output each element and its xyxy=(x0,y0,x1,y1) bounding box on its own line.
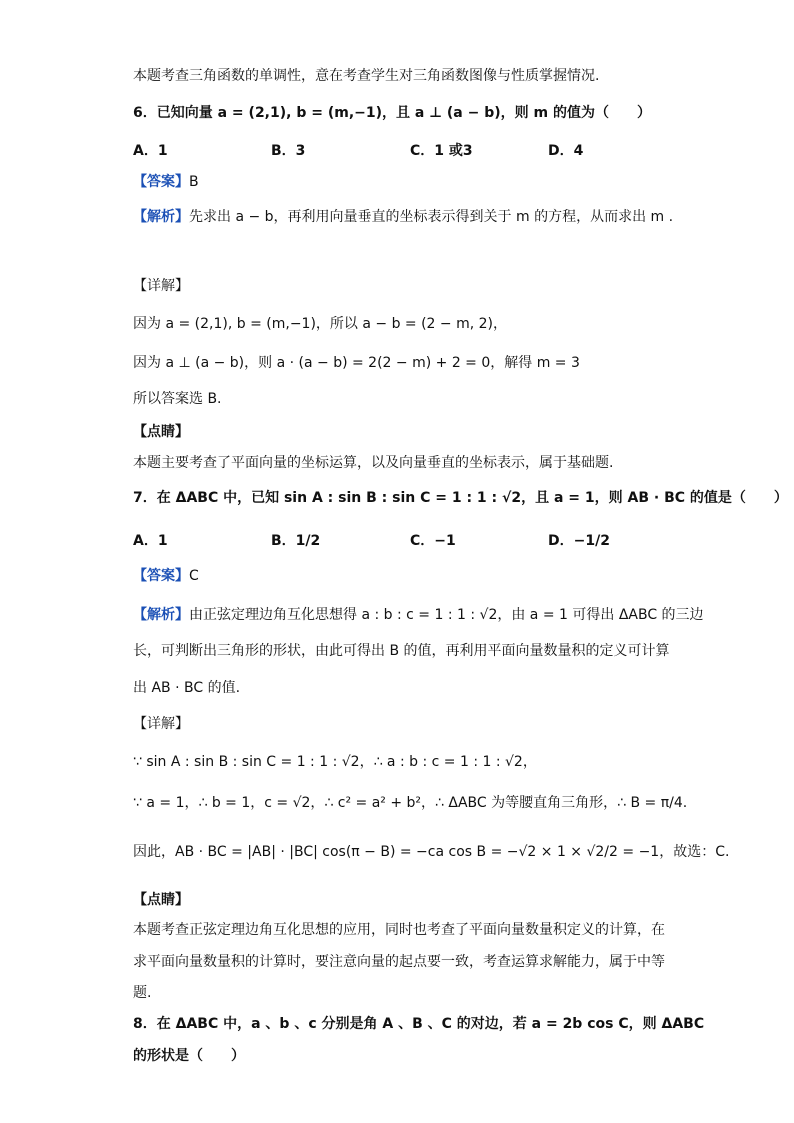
answer-value: B xyxy=(189,174,199,190)
answer-value: C xyxy=(189,568,199,584)
q7-detail-tag: 【详解】 xyxy=(133,716,189,732)
q7-point-1: 本题考查正弦定理边角互化思想的应用，同时也考查了平面向量数量积定义的计算，在 xyxy=(133,922,665,938)
q6-analysis xyxy=(133,207,673,227)
analysis-text: 先求出 a − b，再利用向量垂直的坐标表示得到关于 m 的方程，从而求出 m . xyxy=(189,209,674,225)
q6-option-c: C．1 或3 xyxy=(410,143,473,159)
q6-detail-2: 因为 a ⊥ (a − b)，则 a · (a − b) = 2(2 − m) + 2 = 0，解得 m = 3 xyxy=(133,355,580,371)
q6-detail-1: 因为 a = (2,1), b = (m,−1)，所以 a − b = (2 − m, 2)， xyxy=(133,316,508,332)
q6-point-tag: 【点睛】 xyxy=(133,424,189,440)
q7-detail-3: 因此，AB · BC = |AB| · |BC| cos(π − B) = −ca cos B = −√2 × 1 × √2/2 = −1，故选：C. xyxy=(133,844,730,860)
q6-answer xyxy=(133,172,199,192)
q6-stem: 6．已知向量 a = (2,1), b = (m,−1)，且 a ⊥ (a − b)，则 m 的值为（ ） xyxy=(133,105,651,121)
q7-stem: 7．在 ΔABC 中，已知 sin A : sin B : sin C = 1 : 1 : √2，且 a = 1，则 AB · BC 的值是（ ） xyxy=(133,490,788,506)
q6-option-b: B．3 xyxy=(271,143,306,159)
q7-option-a: A．1 xyxy=(133,533,168,549)
answer-tag: 【答案】 xyxy=(133,568,189,584)
q6-option-d: D．4 xyxy=(548,143,584,159)
q7-option-d: D．−1/2 xyxy=(548,533,610,549)
q8-stem-2: 的形状是（ ） xyxy=(133,1048,245,1064)
q7-option-c: C．−1 xyxy=(410,533,456,549)
answer-tag: 【答案】 xyxy=(133,174,189,190)
q7-analysis-1 xyxy=(133,605,704,625)
q7-detail-1: ∵ sin A : sin B : sin C = 1 : 1 : √2，∴ a : b : c = 1 : 1 : √2， xyxy=(133,754,537,770)
q7-point-2: 求平面向量数量积的计算时，要注意向量的起点要一致，考查运算求解能力，属于中等 xyxy=(133,954,665,970)
q8-stem-1: 8．在 ΔABC 中，a 、b 、c 分别是角 A 、B 、C 的对边，若 a = 2b cos C，则 ΔABC xyxy=(133,1016,705,1032)
analysis-text: 由正弦定理边角互化思想得 a : b : c = 1 : 1 : √2，由 a = 1 可得出 ΔABC 的三边 xyxy=(189,607,704,623)
q6-detail-3: 所以答案选 B. xyxy=(133,391,222,407)
q6-point: 本题主要考查了平面向量的坐标运算，以及向量垂直的坐标表示，属于基础题. xyxy=(133,455,614,471)
intro-line: 本题考查三角函数的单调性，意在考查学生对三角函数图像与性质掌握情况. xyxy=(133,68,600,84)
q7-point-tag: 【点睛】 xyxy=(133,892,189,908)
q7-point-3: 题. xyxy=(133,985,152,1001)
q7-answer xyxy=(133,566,199,586)
q7-analysis-3: 出 AB · BC 的值. xyxy=(133,680,241,696)
q7-detail-2: ∵ a = 1，∴ b = 1，c = √2，∴ c² = a² + b²，∴ ΔABC 为等腰直角三角形，∴ B = π/4. xyxy=(133,795,688,811)
q7-analysis-2: 长，可判断出三角形的形状，由此可得出 B 的值，再利用平面向量数量积的定义可计算 xyxy=(133,643,670,659)
q6-detail-tag: 【详解】 xyxy=(133,278,189,294)
q6-option-a: A．1 xyxy=(133,143,168,159)
q7-option-b: B．1/2 xyxy=(271,533,321,549)
analysis-tag: 【解析】 xyxy=(133,209,189,225)
analysis-tag: 【解析】 xyxy=(133,607,189,623)
